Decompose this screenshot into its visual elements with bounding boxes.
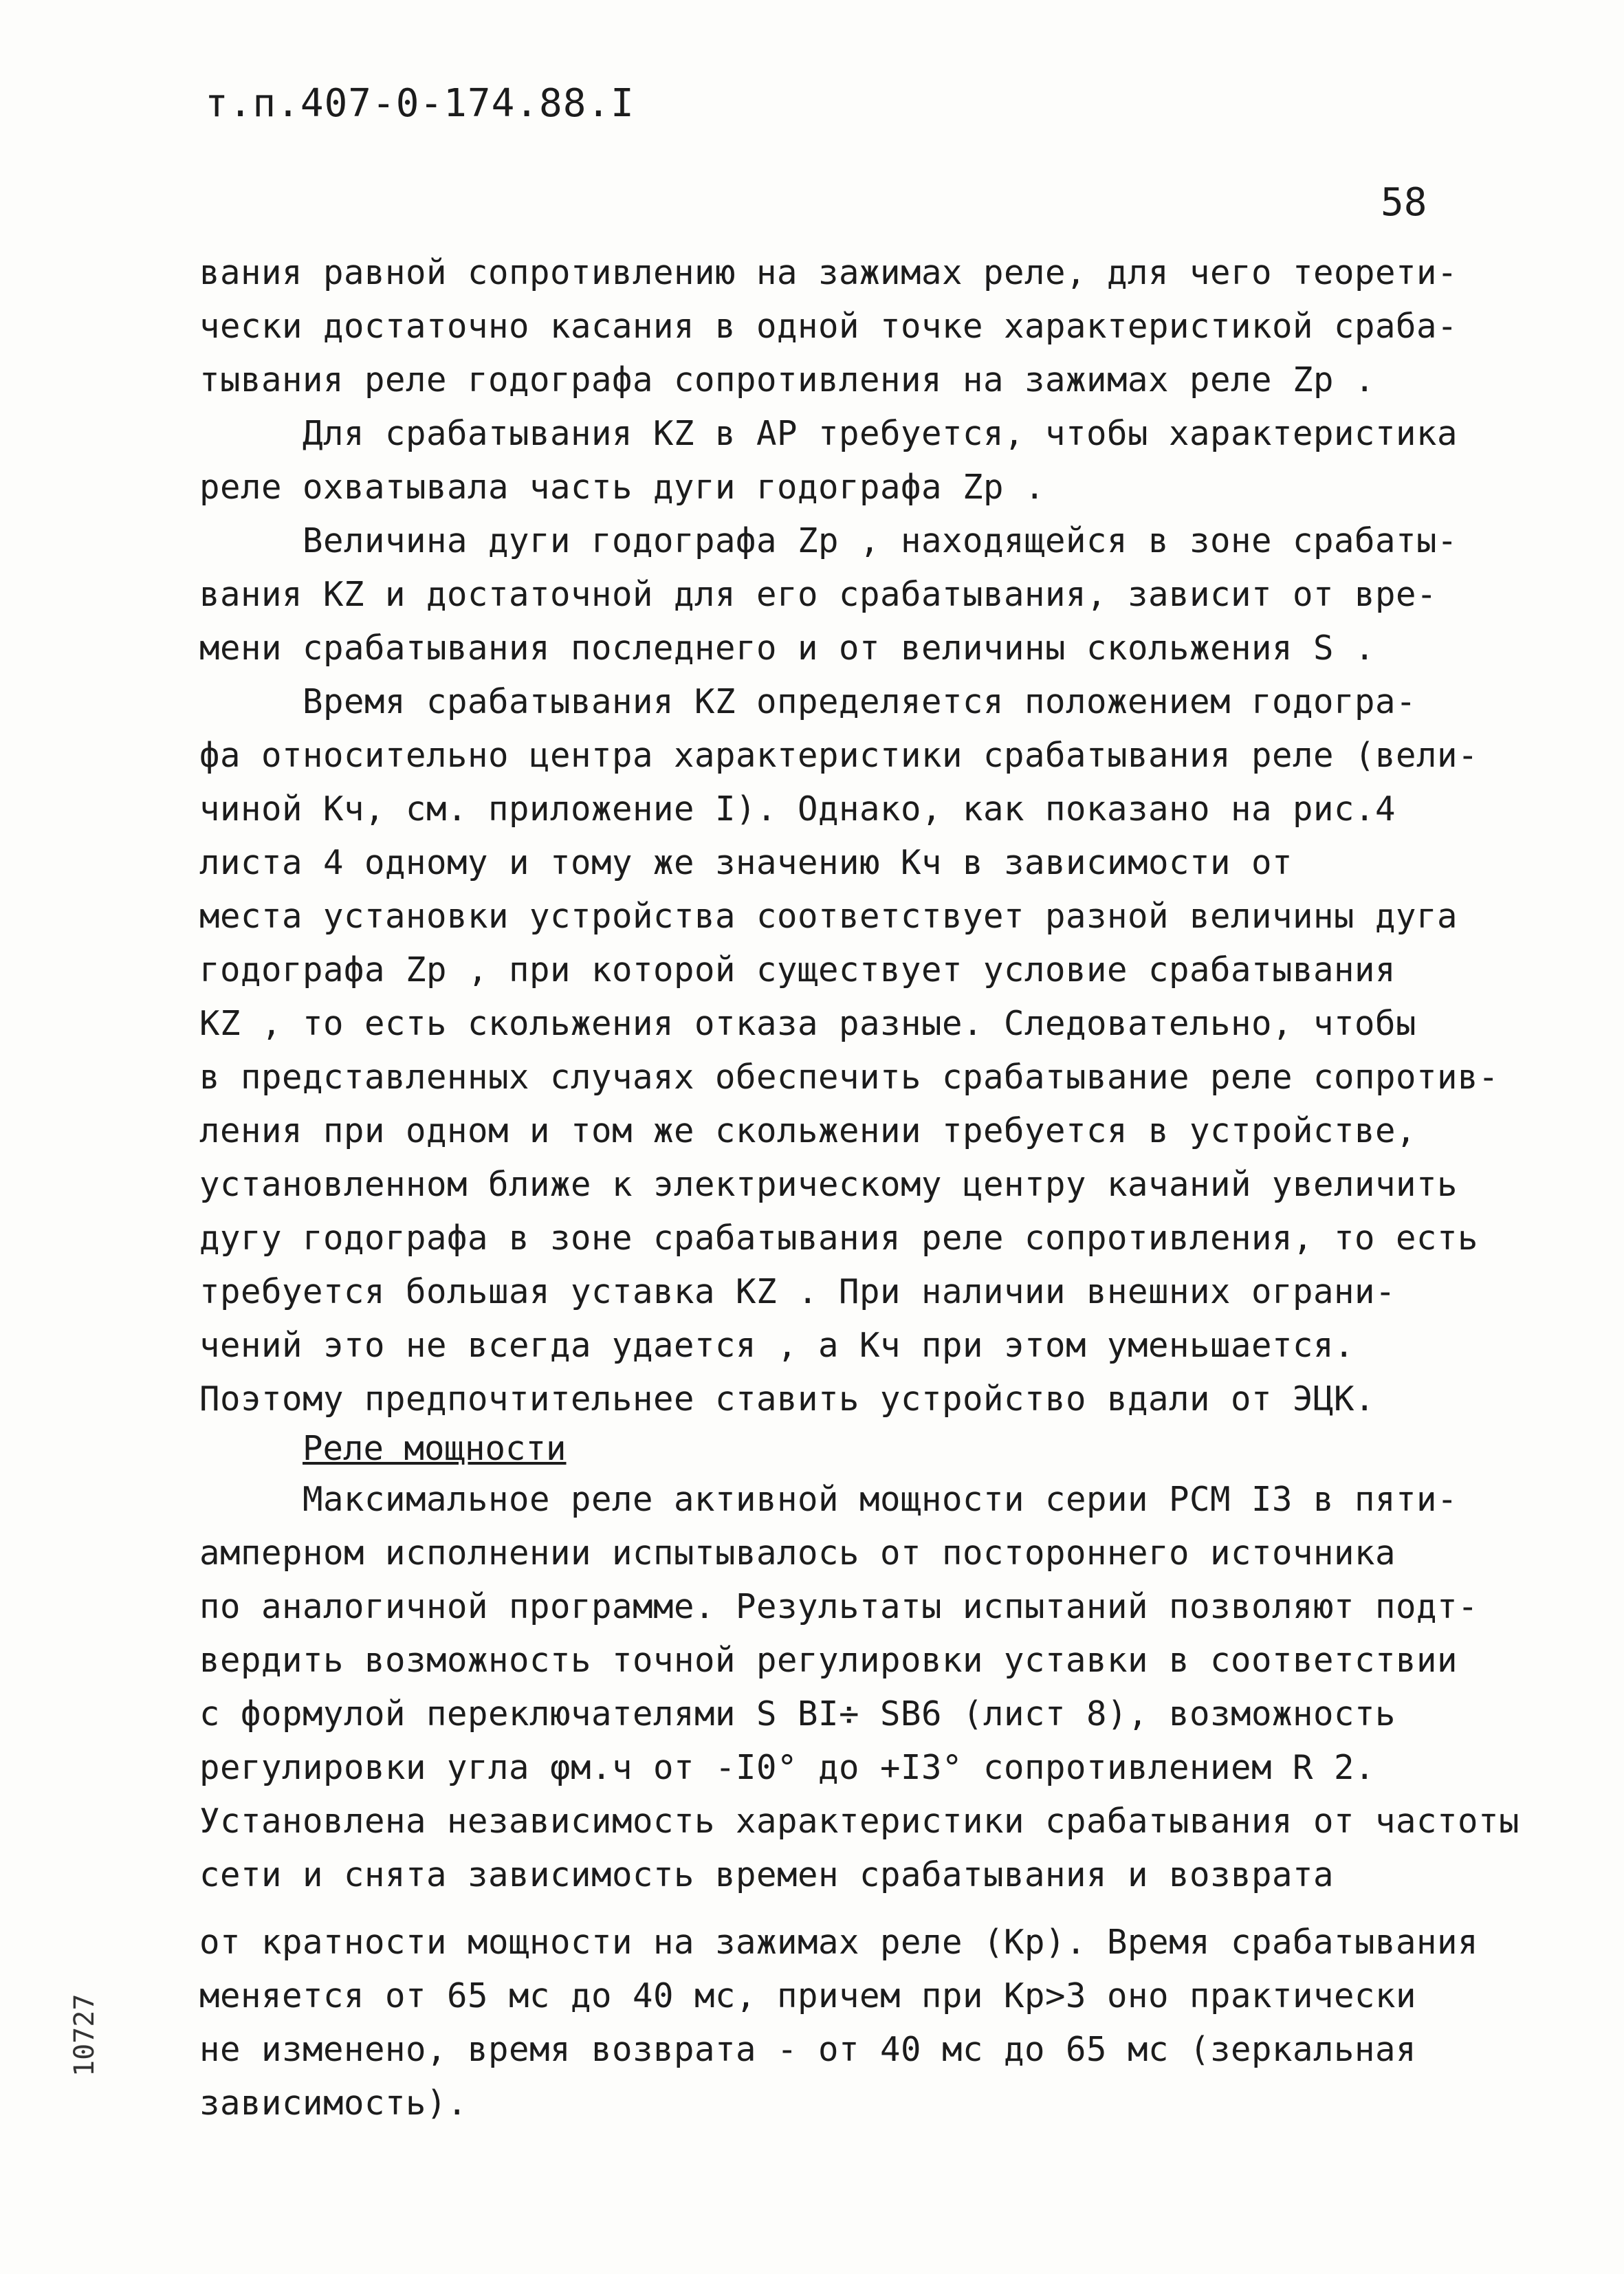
text-line: установленном ближе к электрическому центру качаний увеличить [199,1165,1458,1204]
text-line: с формулой переключателями S BI÷ SB6 (лист 8), возможность [199,1694,1396,1734]
document-number: т.п.407-0-174.88.I [205,81,635,126]
text-line: Максимальное реле активной мощности серии РСМ I3 в пяти- [303,1480,1458,1519]
text-line: чений это не всегда удается , а Кч при этом уменьшается. [199,1326,1355,1365]
text-line: сети и снята зависимость времен срабатывания и возврата [199,1855,1335,1894]
text-line: Для срабатывания KZ в АР требуется, чтобы характеристика [303,414,1458,453]
text-line: листа 4 одному и тому же значению Кч в зависимости от [199,843,1293,882]
text-line: мени срабатывания последнего и от величины скольжения S . [199,628,1376,668]
text-line: вания KZ и достаточной для его срабатывания, зависит от вре- [199,575,1438,614]
text-line: в представленных случаях обеспечить срабатывание реле сопротив- [199,1058,1500,1097]
text-line: чески достаточно касания в одной точке характеристикой сраба- [199,307,1458,346]
text-line: по аналогичной программе. Результаты испытаний позволяют подт- [199,1587,1479,1626]
text-line: дугу годографа в зоне срабатывания реле сопротивления, то есть [199,1218,1479,1258]
text-line: не изменено, время возврата - от 40 мс до 65 мс (зеркальная [199,2030,1417,2069]
text-line: Время срабатывания KZ определяется положением годогра- [303,682,1417,721]
text-line: фа относительно центра характеристики срабатывания реле (вели- [199,736,1479,775]
text-line: чиной Кч, см. приложение I). Однако, как показано на рис.4 [199,789,1396,829]
text-line: зависимость). [199,2084,468,2123]
text-line: требуется большая уставка KZ . При наличии внешних ограни- [199,1272,1396,1311]
text-line: амперном исполнении испытывалось от постороннего источника [199,1533,1396,1573]
text-line: вердить возможность точной регулировки уставки в соответствии [199,1641,1458,1680]
text-line: годографа Zp , при которой существует условие срабатывания [199,950,1396,990]
text-line: Установлена независимость характеристики срабатывания от частоты [199,1802,1520,1841]
text-line: Величина дуги годографа Zp , находящейся в зоне срабаты- [303,521,1458,560]
text-line: тывания реле годографа сопротивления на зажимах реле Zp . [199,360,1376,400]
section-heading: Реле мощности [303,1429,567,1468]
text-line: от кратности мощности на зажимах реле (Кр). Время срабатывания [199,1923,1479,1962]
text-line: Поэтому предпочтительнее ставить устройство вдали от ЭЦК. [199,1379,1376,1419]
text-line: меняется от 65 мс до 40 мс, причем при Кр>3 оно практически [199,1976,1417,2015]
text-line: KZ , то есть скольжения отказа разные. Следовательно, чтобы [199,1004,1417,1043]
text-line: реле охватывала часть дуги годографа Zp . [199,468,1046,507]
text-line: ления при одном и том же скольжении требуется в устройстве, [199,1111,1417,1150]
margin-note: 10727 [69,1993,100,2077]
text-line: места установки устройства соответствует разной величины дуга [199,897,1458,936]
text-line: регулировки угла φм.ч от -I0° до +I3° сопротивлением R 2. [199,1748,1376,1787]
page-number: 58 [1381,180,1427,225]
text-line: вания равной сопротивлению на зажимах реле, для чего теорети- [199,253,1458,292]
